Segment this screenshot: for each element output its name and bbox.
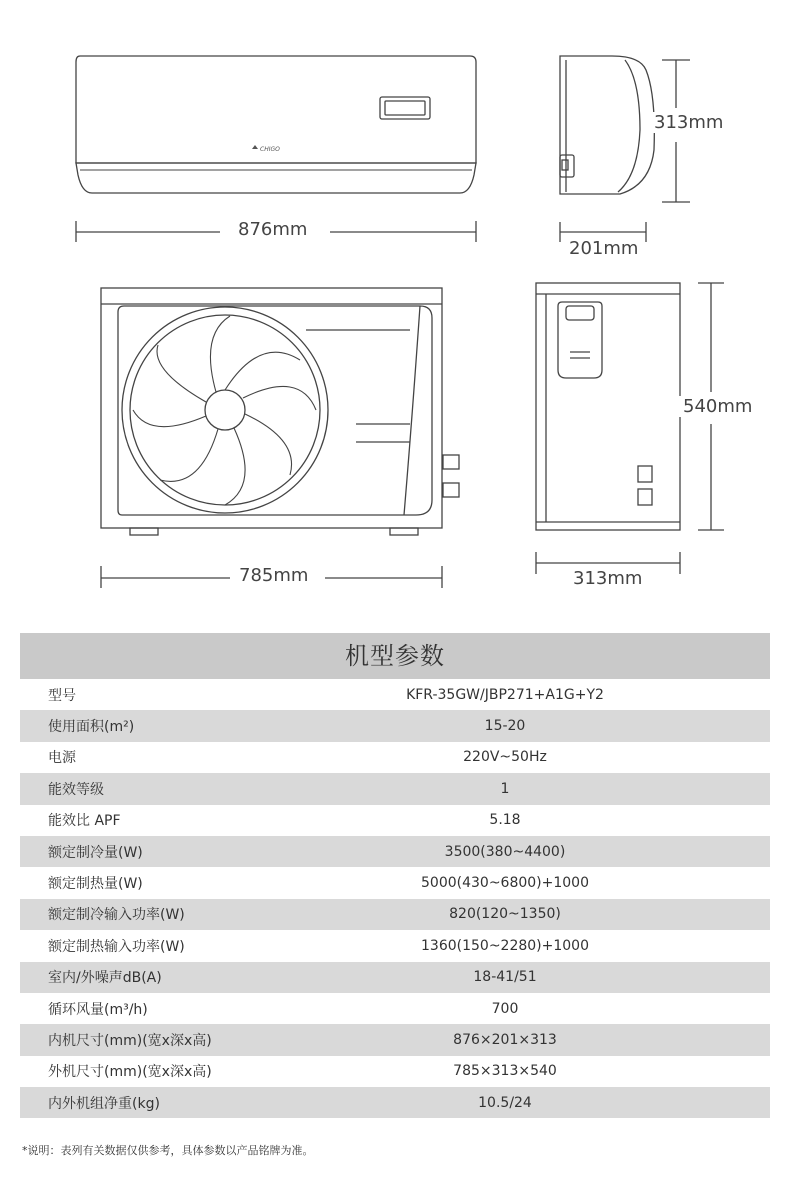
row-value: 5000(430~6800)+1000 <box>421 875 589 892</box>
row-label: 使用面积(m²) <box>48 719 135 736</box>
row-value: KFR-35GW/JBP271+A1G+Y2 <box>406 686 604 703</box>
spec-rows <box>20 679 770 1118</box>
row-value: 700 <box>491 1000 519 1017</box>
row-label: 能效等级 <box>48 781 104 798</box>
row-value: 820(120~1350) <box>449 906 561 923</box>
row-value: 1 <box>500 780 510 797</box>
table-row <box>20 867 770 898</box>
indoor-depth-label: 201mm <box>563 238 644 259</box>
row-label: 内外机组净重(kg) <box>48 1095 160 1112</box>
outdoor-depth-label: 313mm <box>567 568 648 589</box>
brand-logo: CHIGO <box>260 146 280 153</box>
indoor-unit-side-drawing <box>560 56 654 194</box>
row-value: 15-20 <box>484 718 526 735</box>
row-value: 18-41/51 <box>473 969 537 986</box>
row-value: 5.18 <box>489 812 521 829</box>
row-value: 3500(380~4400) <box>444 843 566 860</box>
spec-table-title: 机型参数 <box>20 633 770 679</box>
row-label: 外机尺寸(mm)(宽x深x高) <box>48 1064 212 1081</box>
row-label: 室内/外噪声dB(A) <box>48 970 162 987</box>
table-row <box>20 773 770 804</box>
table-row <box>20 1087 770 1118</box>
footnote: *说明：表列有关数据仅供参考，具体参数以产品铭牌为准。 <box>22 1144 314 1157</box>
row-label: 额定制热量(W) <box>48 876 143 893</box>
row-label: 循环风量(m³/h) <box>48 1001 148 1018</box>
indoor-width-label: 876mm <box>232 219 313 240</box>
row-label: 电源 <box>48 750 76 767</box>
table-row <box>20 993 770 1024</box>
row-label: 型号 <box>48 687 76 704</box>
indoor-height-label: 313mm <box>648 112 729 133</box>
table-row <box>20 679 770 710</box>
row-label: 额定制冷输入功率(W) <box>48 907 185 924</box>
table-row <box>20 836 770 867</box>
outdoor-width-label: 785mm <box>233 565 314 586</box>
outdoor-unit-side-drawing <box>536 283 680 530</box>
outdoor-unit-front-drawing <box>101 288 459 535</box>
table-row <box>20 930 770 961</box>
row-label: 额定制热输入功率(W) <box>48 938 185 955</box>
table-row <box>20 1056 770 1087</box>
row-label: 额定制冷量(W) <box>48 844 143 861</box>
table-row <box>20 805 770 836</box>
row-value: 876×201×313 <box>453 1031 557 1048</box>
table-row <box>20 710 770 741</box>
indoor-unit-front-drawing <box>76 56 476 193</box>
row-label: 内机尺寸(mm)(宽x深x高) <box>48 1032 212 1049</box>
row-value: 785×313×540 <box>453 1063 557 1080</box>
row-value: 220V~50Hz <box>463 749 547 766</box>
table-row <box>20 1024 770 1055</box>
row-value: 1360(150~2280)+1000 <box>421 937 589 954</box>
outdoor-height-label: 540mm <box>677 396 758 417</box>
row-label: 能效比 APF <box>48 813 121 830</box>
table-row <box>20 742 770 773</box>
spec-table <box>20 633 770 1118</box>
row-value: 10.5/24 <box>478 1094 532 1111</box>
table-row <box>20 899 770 930</box>
table-row <box>20 962 770 993</box>
